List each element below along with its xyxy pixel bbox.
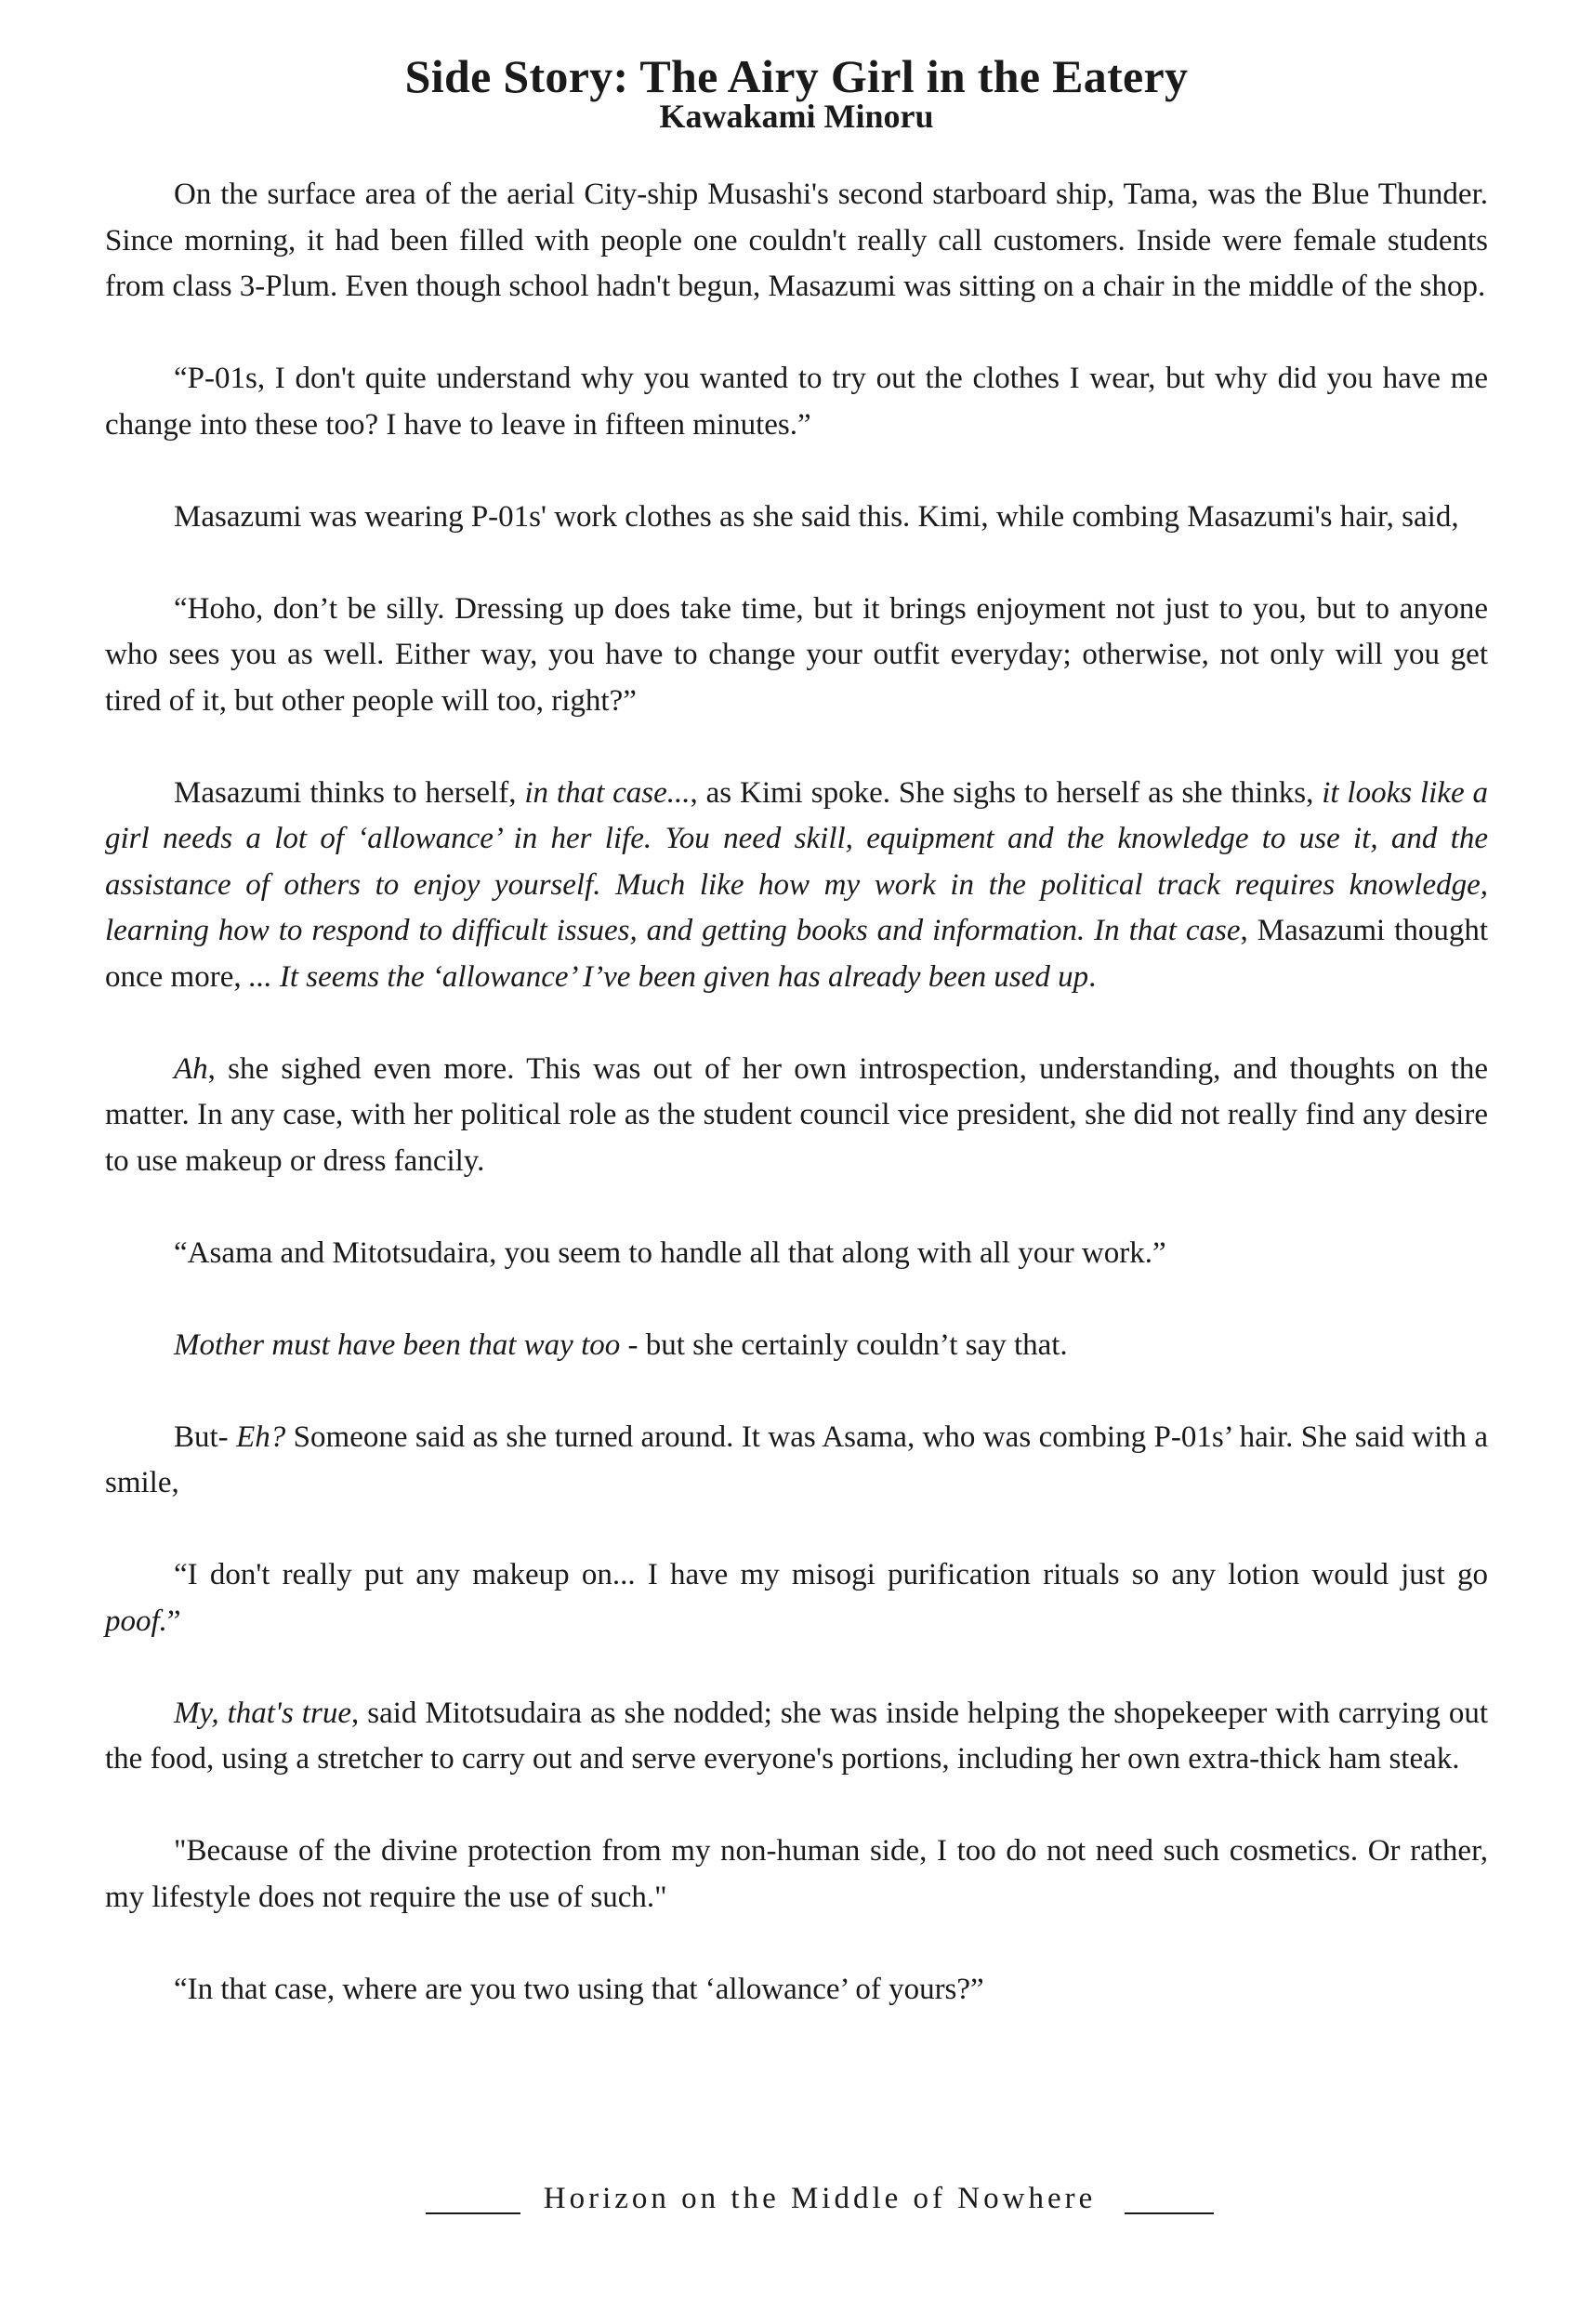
story-paragraph: [105, 771, 1488, 1001]
text-run: .: [1088, 959, 1097, 994]
story-paragraph: [105, 587, 1488, 725]
text-run: , as Kimi spoke. She sighs to herself as she thinks,: [690, 775, 1323, 810]
story-paragraph: [105, 1967, 1488, 2014]
text-run: “P-01s, I don't quite understand why you wanted to try out the clothes I wear, but why did you have me change into these too? I have to leave in fifteen minutes.”: [105, 362, 1488, 442]
story-paragraph: [105, 495, 1488, 541]
italic-text-run: My, that's true: [174, 1696, 351, 1730]
story-body: [105, 172, 1488, 2059]
italic-text-run: Mother must have been that way too: [174, 1327, 621, 1362]
text-run: Masazumi was wearing P-01s' work clothes as she said this. Kimi, while combing Masazumi's hair, said,: [174, 499, 1459, 534]
story-paragraph: [105, 172, 1488, 310]
text-run: Someone said as she turned around. It was Asama, who was combing P-01s’ hair. She said with a smile,: [105, 1419, 1488, 1499]
page-title: Side Story: The Airy Girl in the Eatery: [404, 50, 1189, 102]
text-run: “In that case, where are you two using that ‘allowance’ of yours?”: [174, 1972, 984, 2006]
italic-text-run: ... It seems the ‘allowance’ I’ve been given has already been used up: [248, 959, 1089, 994]
footer-series-title: Horizon on the Middle of Nowhere: [543, 2182, 1097, 2215]
text-run: On the surface area of the aerial City-ship Musashi's second starboard ship, Tama, was the Blue Thunder. Since morning, it had been filled with people one couldn't really call customers. Inside were female students from class 3-Plum. Even though school hadn't begun, Masazumi was sitting on a chair in the middle of the shop.: [105, 178, 1488, 303]
text-run: , said Mitotsudaira as she nodded; she was inside helping the shopekeeper with carrying out the food, using a stretcher to carry out and serve everyone's portions, including her own extra-thick ham steak.: [105, 1696, 1488, 1776]
story-paragraph: [105, 356, 1488, 448]
text-run: Masazumi thinks to herself,: [174, 775, 525, 810]
story-paragraph: [105, 1552, 1488, 1644]
italic-text-run: poof.: [105, 1604, 167, 1638]
text-run: But-: [174, 1419, 237, 1454]
text-run: , Masazumi thought once more,: [105, 914, 1488, 994]
story-paragraph: [105, 1691, 1488, 1783]
story-paragraph: [105, 1323, 1488, 1369]
italic-text-run: it looks like a girl needs a lot of ‘allowance’ in her life. You need skill, equipment and the knowledge to use it, and the assistance of others to enjoy yourself. Much like how my work in the political track requires knowledge, learning how to respond to difficult issues, and getting books and information. In that case: [105, 775, 1488, 947]
text-run: ”: [166, 1604, 181, 1638]
story-paragraph: [105, 1415, 1488, 1507]
italic-text-run: Eh?: [236, 1419, 286, 1454]
text-run: - but she certainly couldn’t say that.: [620, 1327, 1068, 1362]
story-paragraph: [105, 1047, 1488, 1185]
text-run: , she sighed even more. This was out of her own introspection, understanding, and thoughts on the matter. In any case, with her political role as the student council vice president, she did not really find any desire to use makeup or dress fancily.: [105, 1051, 1488, 1178]
author-name: Kawakami Minoru: [659, 98, 934, 135]
text-run: “Hoho, don’t be silly. Dressing up does take time, but it brings enjoyment not just to you, but to anyone who sees you as well. Either way, you have to change your outfit everyday; otherwise, not only will you get tired of it, but other people will too, right?”: [105, 591, 1488, 718]
story-paragraph: [105, 1231, 1488, 1277]
footer-rule-right: [1125, 2212, 1214, 2214]
story-paragraph: [105, 1829, 1488, 1921]
text-run: “I don't really put any makeup on... I have my misogi purification rituals so any lotion would just go: [174, 1558, 1488, 1591]
italic-text-run: Ah: [174, 1051, 208, 1086]
italic-text-run: in that case...: [524, 775, 691, 810]
text-run: “Asama and Mitotsudaira, you seem to handle all that along with all your work.”: [174, 1235, 1166, 1270]
text-run: "Because of the divine protection from my non-human side, I too do not need such cosmetics. Or rather, my lifestyle does not require the use of such.": [105, 1834, 1488, 1914]
